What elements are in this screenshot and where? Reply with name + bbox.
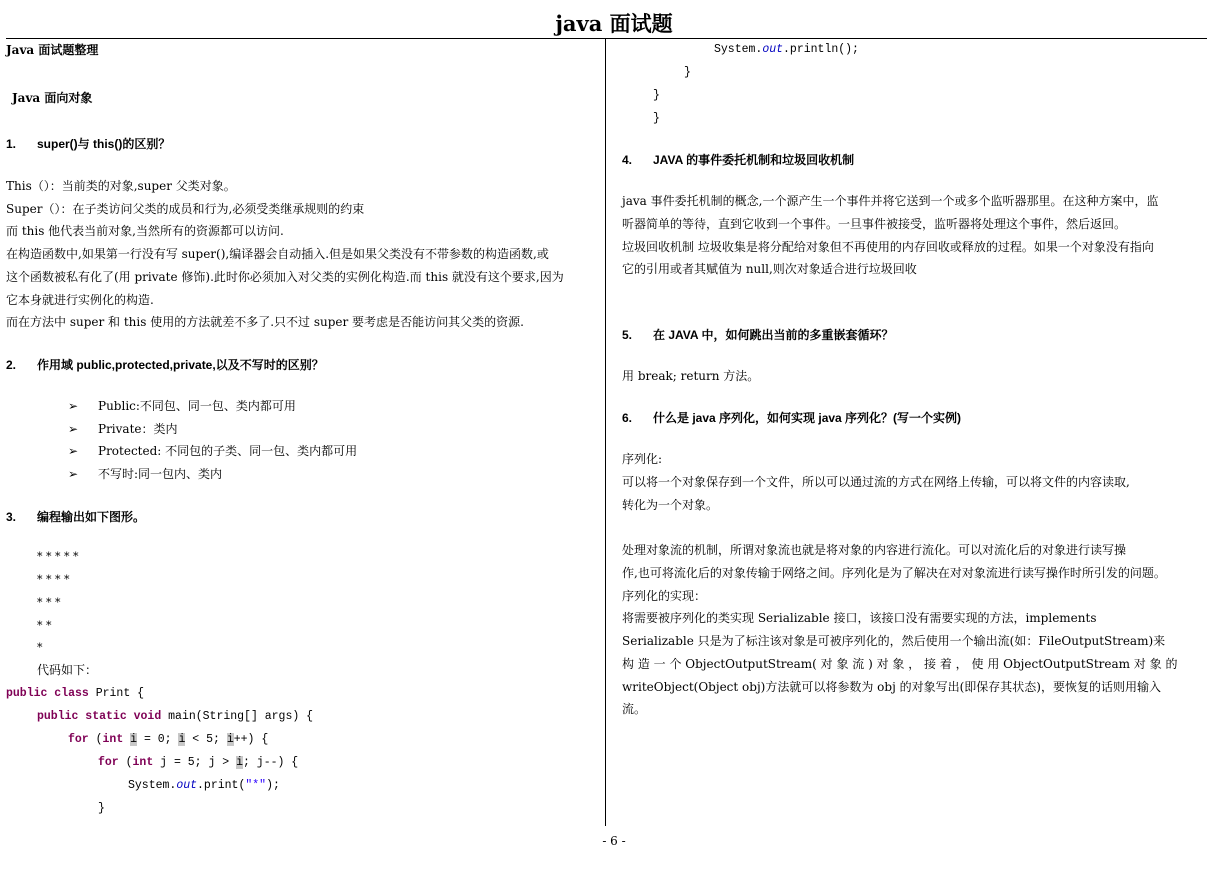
bullet-arrow-icon: ➢ <box>68 467 79 481</box>
code-line: } <box>653 89 660 102</box>
code-keyword: int <box>132 756 154 769</box>
code-keyword: int <box>102 733 124 746</box>
pattern-row: * * <box>37 619 52 632</box>
page-number: - 6 - <box>602 834 626 848</box>
code-text: ( <box>88 733 103 746</box>
q6-line: 将需要被序列化的类实现 Serializable 接口，该接口没有需要实现的方法，implements <box>622 611 1097 625</box>
code-text: ; j--) { <box>242 756 299 769</box>
code-keyword: for <box>98 756 119 769</box>
section-title: Java 面向对象 <box>12 91 93 105</box>
question-title: super()与 this()的区别？ <box>37 137 171 151</box>
bullet-arrow-icon: ➢ <box>68 399 79 413</box>
q6-line: 可以将一个对象保存到一个文件，所以可以通过流的方式在网络上传输，可以将文件的内容读取, <box>622 475 1130 489</box>
bullet-text: Protected: 不同包的子类、同一包、类内都可用 <box>98 444 358 458</box>
q1-line: 而 this 他代表当前对象,当然所有的资源都可以访问. <box>6 224 284 238</box>
header-rule <box>6 38 1207 39</box>
code-line <box>98 755 298 770</box>
question-title: 作用域 public,protected,private,以及不写时的区别？ <box>37 358 324 372</box>
code-line <box>37 709 313 724</box>
page-title: java 面试题 <box>555 11 673 36</box>
pattern-row: * * * * * <box>37 550 79 563</box>
code-highlight: i <box>130 733 138 746</box>
q6-line: 作,也可将流化后的对象传输于网络之间。序列化是为了解决在对对象流进行读写操作时所引发的问题。 <box>622 566 1166 580</box>
question-heading-1 <box>6 137 170 152</box>
q6-line: 流。 <box>622 702 647 716</box>
code-line <box>714 42 859 57</box>
code-line <box>6 686 144 701</box>
question-heading-6 <box>622 411 961 426</box>
code-highlight: i <box>236 756 243 769</box>
pattern-row: * * * * <box>37 573 70 586</box>
pattern-row: * * * <box>37 596 61 609</box>
q1-line: 而在方法中 super 和 this 使用的方法就差不多了.只不过 super 要考虑是否能访问其父类的资源. <box>6 315 524 329</box>
q1-line: 在构造函数中,如果第一行没有写 super(),编译器会自动插入.但是如果父类没有不带参数的构造函数,或 <box>6 247 549 261</box>
q1-line: Super（）：在子类访问父类的成员和行为,必须受类继承规则的约束 <box>6 202 365 216</box>
code-text: Print { <box>88 687 145 700</box>
question-number: 6. <box>622 411 633 425</box>
column-divider <box>605 38 606 826</box>
code-text: < 5; <box>185 733 227 746</box>
question-heading-2 <box>6 358 324 373</box>
code-text: .println(); <box>783 43 859 56</box>
code-keyword: for <box>68 733 89 746</box>
q6-line: 序列化的实现： <box>622 589 707 603</box>
q4-line: java 事件委托机制的概念,一个源产生一个事件并将它送到一个或多个监听器那里。在这种方案中，监 <box>622 194 1159 208</box>
question-number: 2. <box>6 358 17 372</box>
q1-line: This（）：当前类的对象,super 父类对象。 <box>6 179 236 193</box>
bullet-text: 不写时:同一包内、类内 <box>98 467 223 481</box>
q5-answer: 用 break; return 方法。 <box>622 369 760 383</box>
q6-line: Serializable 只是为了标注该对象是可被序列化的，然后使用一个输出流(如：FileOutputStream)来 <box>622 634 1166 648</box>
code-line <box>68 732 268 747</box>
code-text: System. <box>714 43 763 56</box>
q6-line: 构 造 一 个 ObjectOutputStream( 对 象 流 ) 对 象 ， 接 着 ， 使 用 ObjectOutputStream 对 象 的 <box>622 657 1178 671</box>
bullet-item <box>68 399 296 414</box>
q6-line: 处理对象流的机制，所谓对象流也就是将对象的内容进行流化。可以对流化后的对象进行读写操 <box>622 543 1127 557</box>
code-text: .print( <box>197 779 246 792</box>
q4-line: 它的引用或者其赋值为 null,则次对象适合进行垃圾回收 <box>622 262 917 276</box>
question-heading-5 <box>622 328 893 343</box>
bullet-text: Public:不同包、同一包、类内都可用 <box>98 399 296 413</box>
q1-line: 它本身就进行实例化的构造. <box>6 293 154 307</box>
code-highlight: i <box>178 733 186 746</box>
code-text: main(String[] args) { <box>161 710 314 723</box>
q6-line: 转化为一个对象。 <box>622 498 719 512</box>
question-number: 1. <box>6 137 17 151</box>
bullet-text: Private：类内 <box>98 422 178 436</box>
code-field: out <box>176 779 198 792</box>
code-keyword: public class <box>6 687 89 700</box>
bullet-item <box>68 444 357 459</box>
question-number: 4. <box>622 153 633 167</box>
bullet-arrow-icon: ➢ <box>68 444 79 458</box>
code-string: "*" <box>245 779 267 792</box>
code-highlight: i <box>226 733 234 746</box>
doc-title: Java 面试题整理 <box>6 43 99 57</box>
code-text: ++) { <box>233 733 269 746</box>
pattern-row: * <box>37 641 43 654</box>
code-text: = 0; <box>137 733 179 746</box>
question-number: 3. <box>6 510 17 524</box>
code-keyword: public static void <box>37 710 162 723</box>
question-heading-4 <box>622 153 854 168</box>
code-text: ( <box>118 756 133 769</box>
question-number: 5. <box>622 328 633 342</box>
question-heading-3 <box>6 510 145 525</box>
q1-line: 这个函数被私有化了(用 private 修饰).此时你必须加入对父类的实例化构造.而 this 就没有这个要求,因为 <box>6 270 564 284</box>
code-field: out <box>762 43 784 56</box>
question-title: 编程输出如下图形。 <box>37 510 146 524</box>
q4-line: 垃圾回收机制 垃圾收集是将分配给对象但不再使用的内存回收或释放的过程。如果一个对象没有指向 <box>622 240 1154 254</box>
question-title: JAVA 的事件委托机制和垃圾回收机制 <box>653 153 855 167</box>
code-line: } <box>684 66 691 79</box>
question-title: 什么是 java 序列化，如何实现 java 序列化？(写一个实例) <box>653 411 962 425</box>
code-text: j = 5; j > <box>153 756 237 769</box>
bullet-item <box>68 422 178 437</box>
code-text: System. <box>128 779 177 792</box>
q6-label: 序列化: <box>622 452 663 466</box>
code-text: ); <box>266 779 280 792</box>
code-line <box>128 778 280 793</box>
bullet-item <box>68 467 222 482</box>
code-line: } <box>653 112 660 125</box>
question-title: 在 JAVA 中，如何跳出当前的多重嵌套循环？ <box>653 328 894 342</box>
bullet-arrow-icon: ➢ <box>68 422 79 436</box>
q6-line: writeObject(Object obj)方法就可以将参数为 obj 的对象写出(即保存其状态)，要恢复的话则用输入 <box>622 680 1161 694</box>
code-line: } <box>98 802 105 815</box>
code-intro: 代码如下： <box>37 663 98 677</box>
q4-line: 听器简单的等待，直到它收到一个事件。一旦事件被接受，监听器将处理这个事件，然后返回。 <box>622 217 1127 231</box>
